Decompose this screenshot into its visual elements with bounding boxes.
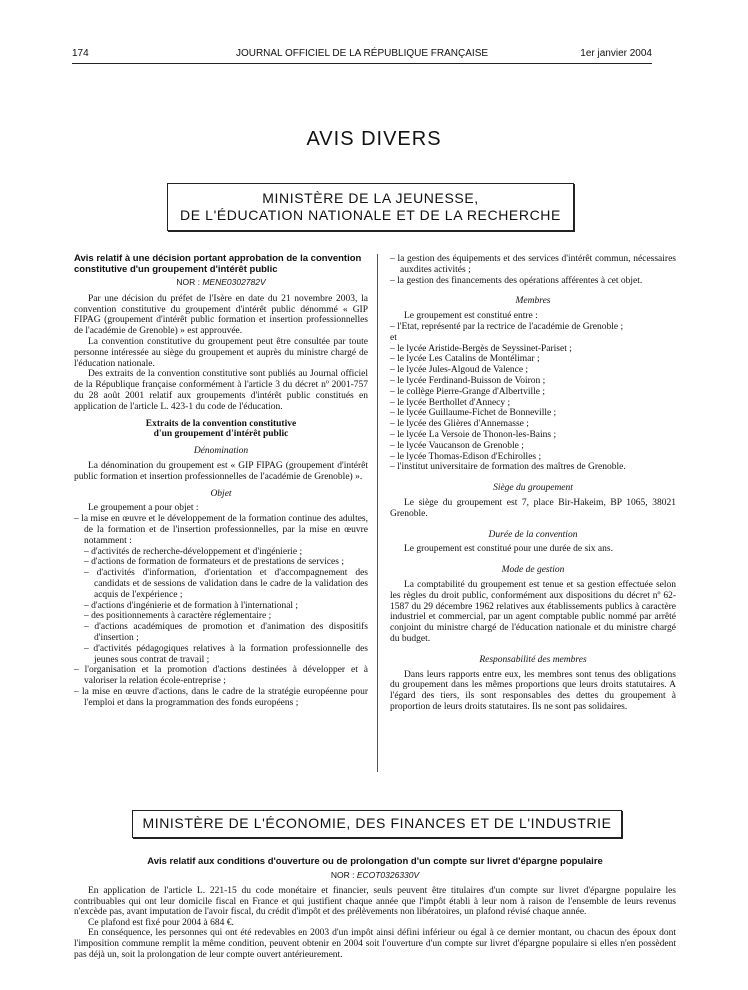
ministry-line2: DE L'ÉDUCATION NATIONALE ET DE LA RECHERCHE	[180, 207, 561, 223]
article2	[74, 857, 676, 960]
nor-code: MENE0302782V	[202, 277, 266, 287]
objet-intro: Le groupement a pour objet :	[88, 503, 199, 514]
page-number: 174	[72, 48, 89, 59]
article2-para1: En application de l'article L. 221-15 du code monétaire et financier, seuls peuvent être titulaires d'un compte sur livret d'épargne populaire les contribuables qui ont leur domicile fiscal en France et qui justifient chaque année que l'impôt établi à leur nom à raison de l'ensemble de leurs revenus n'excède pas, avant imputation de l'avoir fiscal, du crédit d'impôt et des prélèvements non libératoires, un plafond révisé chaque année.	[74, 886, 676, 918]
article1-para3: Des extraits de la convention constitutive sont publiés au Journal officiel de la République française conformément à l'article 3 du décret nº 2001-757 du 28 août 2001 relatif aux groupements d'intérêt public constitués en application de l'article L. 423-1 du code de l'éducation.	[74, 369, 368, 412]
article1-nor	[74, 277, 368, 288]
header-rule	[72, 63, 652, 64]
column-divider	[377, 254, 378, 772]
membre-item: – le lycée des Glières d'Annemasse ;	[390, 419, 529, 430]
objet-subitem: – d'actions académiques de promotion et d'animation des dispositifs d'insertion ;	[84, 622, 368, 643]
membre-item: – le lycée Thomas-Edison d'Echirolles ;	[390, 451, 542, 462]
article2-title: Avis relatif aux conditions d'ouverture ou de prolongation d'un compte sur livret d'épargne populaire	[147, 856, 603, 867]
nor-label: NOR :	[330, 869, 355, 880]
membres-intro: Le groupement est constitué entre :	[404, 311, 538, 322]
membres-et: et	[390, 332, 397, 343]
nor-code: ECOT0326330V	[356, 869, 420, 880]
gestion-heading: Mode de gestion	[501, 565, 565, 576]
article1-para1: Par une décision du préfet de l'Isère en date du 21 novembre 2003, la convention constitutive du groupement d'intérêt public dénommé « GIP FIPAG (groupement d'intérêt public formation et insertion professionnelles de l'académie de Grenoble) » est approuvée.	[74, 293, 368, 337]
denomination-heading: Dénomination	[193, 446, 249, 457]
membre-etat: – l'Etat, représenté par la rectrice de l'académie de Grenoble ;	[390, 321, 624, 332]
duree-heading: Durée de la convention	[488, 529, 578, 540]
article2-para2: Ce plafond est fixé pour 2004 à 684 €.	[88, 917, 234, 928]
article1-title: Avis relatif à une décision portant approbation de la convention constitutive d'un groupement d'intérêt public	[74, 253, 362, 275]
objet-item: – la mise en œuvre d'actions, dans le cadre de la stratégie européenne pour l'emploi et dans la programmation des fonds européens ;	[74, 686, 368, 708]
responsabilite-text: Dans leurs rapports entre eux, les membres sont tenus des obligations du groupement dans les mêmes proportions que leurs droits statutaires. A l'égard des tiers, ils sont responsables des dettes du groupement à proportion de leurs droits statutaires. Ils ne sont pas solidaires.	[390, 669, 676, 712]
running-header	[72, 48, 652, 64]
responsabilite-heading: Responsabilité des membres	[479, 654, 587, 665]
nor-label: NOR :	[176, 277, 200, 287]
membre-item: – l'institut universitaire de formation des maîtres de Grenoble.	[390, 462, 626, 473]
right-column	[390, 254, 676, 713]
objet-item: – l'organisation et la promotion d'actions destinées à développer et à valoriser la relation école-entreprise ;	[74, 665, 368, 687]
gestion-text: La comptabilité du groupement est tenue et sa gestion effectuée selon les règles du droit public, conformément aux dispositions du décret nº 62-1587 du 29 décembre 1962 relatives aux établissements publics à caractère industriel et commercial, par un agent comptable public nommé par arrêté conjoint du ministre chargé de l'éducation nationale et du ministre chargé du budget.	[390, 579, 676, 644]
membre-item: – le lycée Aristide-Bergès de Seyssinet-Pariset ;	[390, 343, 572, 354]
article1-para2: La convention constitutive du groupement peut être consultée par toute personne intéressée au siège du groupement et auprès du ministre chargé de l'éducation nationale.	[74, 336, 368, 369]
siege-heading: Siège du groupement	[493, 483, 573, 494]
ministry-box-economie: MINISTÈRE DE L'ÉCONOMIE, DES FINANCES ET DE L'INDUSTRIE	[132, 810, 622, 838]
membre-item: – le collège Pierre-Grange d'Albertville ;	[390, 386, 545, 397]
extracts-title-line2: d'un groupement d'intérêt public	[153, 429, 289, 440]
ministry-line1: MINISTÈRE DE LA JEUNESSE,	[262, 190, 479, 206]
objet-subitem: – d'activités pédagogiques relatives à la formation professionnelle des jeunes sous contrat de travail ;	[84, 643, 368, 665]
siege-text: Le siège du groupement est 7, place Bir-Hakeim, BP 1065, 38021 Grenoble.	[390, 497, 676, 519]
objet-subitem: – des positionnements à caractère réglementaire ;	[84, 611, 272, 622]
membre-item: – le lycée Vaucanson de Grenoble ;	[390, 440, 524, 451]
journal-title: JOURNAL OFFICIEL DE LA RÉPUBLIQUE FRANÇAISE	[235, 48, 489, 59]
extracts-title-line1: Extraits de la convention constitutive	[145, 418, 297, 429]
membre-item: – le lycée Les Catalins de Montélimar ;	[390, 354, 540, 365]
membre-item: – le lycée Jules-Algoud de Valence ;	[390, 365, 529, 376]
objet-subitem: – d'activités de recherche-développement et d'ingénierie ;	[84, 546, 303, 557]
objet-item: – la mise en œuvre et le développement de la formation continue des adultes, de la formation et de l'insertion professionnelles, par la mise en œuvre notamment :	[74, 514, 368, 546]
membre-item: – le lycée La Versoie de Thonon-les-Bains ;	[390, 429, 557, 440]
section-title: AVIS DIVERS	[306, 128, 442, 150]
objet-item: – la gestion des équipements et des services d'intérêt commun, nécessaires auxdites activités ;	[390, 254, 676, 275]
membre-item: – le lycée Berthollet d'Annecy ;	[390, 397, 511, 408]
objet-item: – la gestion des financements des opérations afférentes à cet objet.	[390, 275, 643, 286]
objet-subitem: – d'actions de formation de formateurs et de prestations de services ;	[84, 557, 344, 568]
objet-subitem: – d'actions d'ingénierie et de formation à l'international ;	[84, 600, 299, 611]
denomination-text: La dénomination du groupement est « GIP FIPAG (groupement d'intérêt public formation et insertion professionnelles de l'académie de Grenoble) ».	[74, 460, 368, 482]
article2-nor	[74, 870, 676, 881]
issue-date: 1er janvier 2004	[580, 48, 652, 59]
article2-para3: En conséquence, les personnes qui ont été redevables en 2003 d'un impôt ainsi défini inférieur ou égal à ce dernier montant, ou chacun des époux dont l'imposition commune remplit la même condition, peuvent obtenir en 2004 soit l'ouverture d'un compte sur livret d'épargne populaire si elles n'en possèdent pas déjà un, soit la prolongation de leur compte ouvert antérieurement.	[74, 928, 676, 960]
objet-heading: Objet	[210, 488, 232, 499]
duree-text: Le groupement est constitué pour une durée de six ans.	[404, 544, 613, 555]
membres-heading: Membres	[515, 296, 551, 307]
left-column	[74, 254, 368, 708]
objet-subitem: – d'activités d'information, d'orientation et d'accompagnement des candidats et de sessions de validation dans le cadre de la validation des acquis de l'expérience ;	[84, 568, 368, 600]
ministry-box-education	[167, 183, 574, 231]
membre-item: – le lycée Guillaume-Fichet de Bonneville ;	[390, 408, 557, 419]
membre-item: – le lycée Ferdinand-Buisson de Voiron ;	[390, 375, 546, 386]
